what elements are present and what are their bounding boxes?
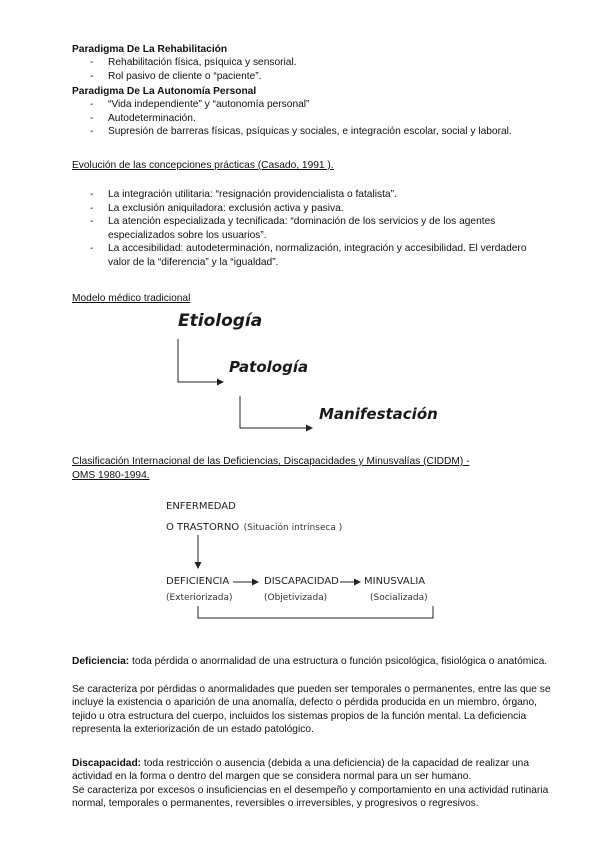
list-item: - La exclusión aniquiladora: exclusión activa y pasiva. [88,202,528,216]
patologia-to-manifestacion-arrow [240,396,312,428]
list-item: - Autodeterminación. [88,112,512,126]
discapacidad-box-label: DISCAPACIDAD [264,576,339,587]
socializada-label: (Socializada) [370,593,428,603]
discapacidad-description: Se caracteriza por excesos o insuficiencias en el desempeño y comportamiento en una actividad rutinaria normal, temporales o permanentes, reversibles o irreversibles, y progresivos o regresivos. [72,785,549,810]
ciddm-bracket [198,606,433,618]
minusvalia-box-label: MINUSVALIA [364,576,426,587]
discapacidad-term: Discapacidad: [72,758,142,769]
enfermedad-label: ENFERMEDAD [166,501,236,512]
deficiencia-term: Deficiencia: [72,656,130,667]
exteriorizada-label: (Exteriorizada) [166,593,233,603]
list-item: - La atención especializada y tecnificada: “dominación de los servicios y de los agentes especializados sobre los usuarios”. [88,215,528,242]
rehab-title: Paradigma De La Rehabilitación [72,44,228,55]
deficiencia-box-label: DEFICIENCIA [166,576,230,587]
list-item: - La integración utilitaria: “resignación providencialista o fatalista”. [88,188,528,202]
discapacidad-definition: toda restricción o ausencia (debida a una deficiencia) de la capacidad de realizar una actividad en la forma o dentro del margen que se considera normal para un ser humano. [72,758,530,783]
trastorno-label: O TRASTORNO [166,522,240,533]
list-item: - Rehabilitación física, psíquica y sensorial. [88,56,297,70]
ciddm-title-line2: OMS 1980-1994. [72,470,150,481]
discapacidad-paragraph [72,757,562,784]
objetivizada-label: (Objetivizada) [264,593,328,603]
etiologia-to-patologia-arrow [178,339,223,382]
deficiencia-description: Se caracteriza por pérdidas o anormalidades que pueden ser temporales o permanentes, entre las que se incluye la existencia o aparición de una anomalía, defecto o pérdida producida en un miembro, órgano, tejido u otra estructura del cuerpo, incluidos los sistemas propios de la función mental. La deficiencia representa la exteriorización de un estado patológico. [72,684,551,736]
evolucion-title: Evolución de las concepciones prácticas (Casado, 1991 ). [72,160,334,171]
list-item: - Supresión de barreras físicas, psíquicas y sociales, e integración escolar, social y laboral. [88,125,512,139]
deficiencia-paragraph [72,655,562,668]
modelo-title: Modelo médico tradicional [72,293,191,304]
list-item: - “Vida independiente” y “autonomía personal” [88,98,512,112]
situacion-label: (Situación intrínseca ) [243,523,343,533]
etiologia-label: Etiología [178,311,263,331]
trastorno-line [166,517,342,535]
list-item: - La accesibilidad: autodeterminación, normalización, integración y accesibilidad. El verdadero valor de la “diferencia” y la “igualdad”. [88,242,528,269]
ciddm-title-line1: Clasificación Internacional de las Deficiencias, Discapacidades y Minusvalías (CIDDM) - [72,456,470,467]
patologia-label: Patología [229,358,309,376]
autonomia-title: Paradigma De La Autonomía Personal [72,86,257,97]
manifestacion-label: Manifestación [319,405,438,423]
deficiencia-definition: toda pérdida o anormalidad de una estructura o función psicológica, fisiológica o anatómica. [129,656,548,667]
list-item: - Rol pasivo de cliente o “paciente”. [88,70,297,84]
